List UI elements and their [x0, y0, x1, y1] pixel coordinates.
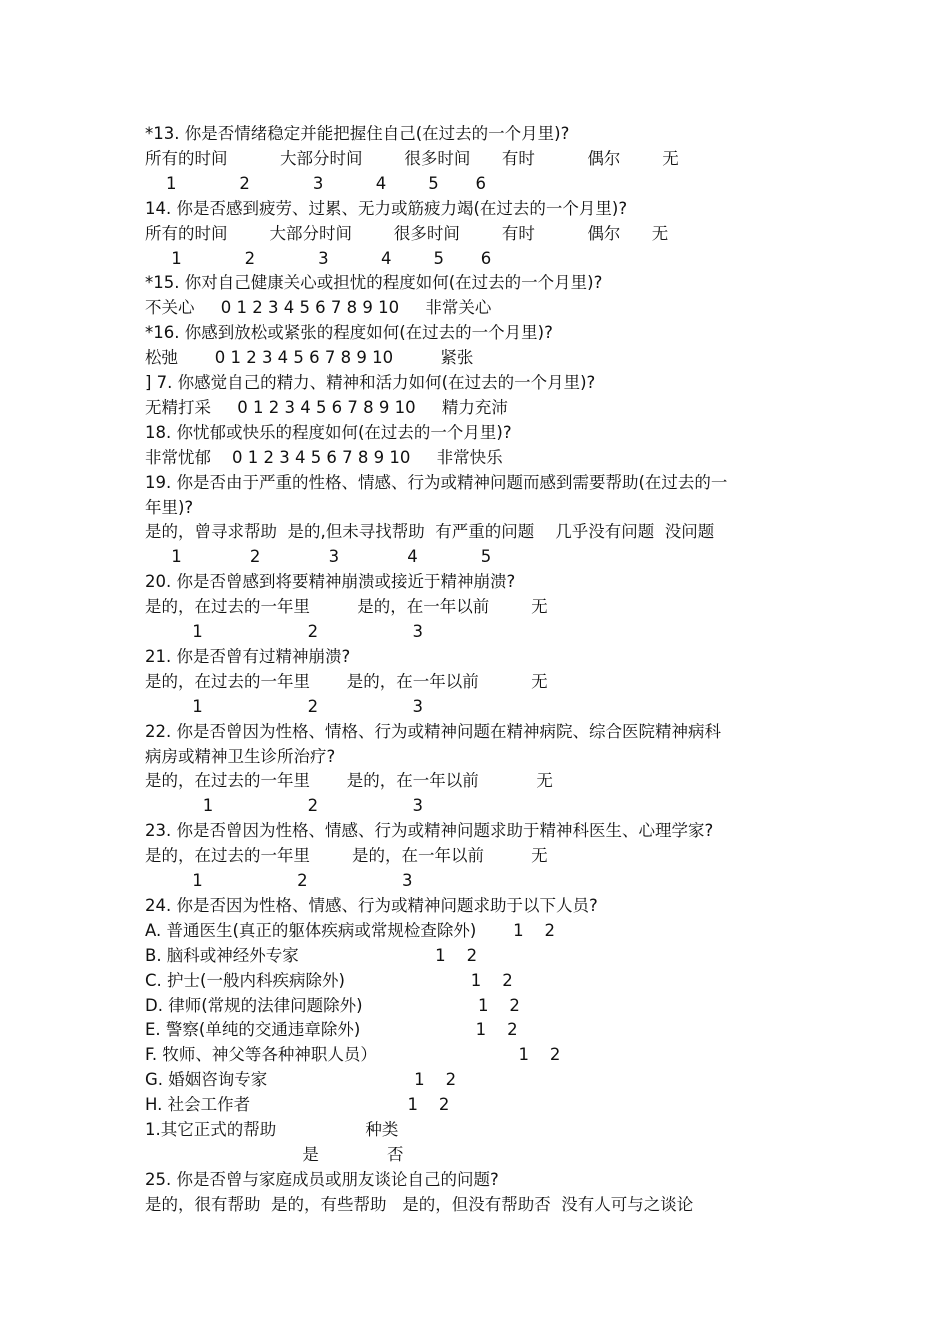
text-line: 是的，在过去的一年里 是的，在一年以前 无: [145, 597, 548, 617]
text-line: 1 2 3: [145, 622, 424, 641]
text-line: 22. 你是否曾因为性格、情格、行为或精神问题在精神病院、综合医院精神病科: [145, 721, 721, 741]
text-line: 所有的时间 大部分时间 很多时间 有时 偶尔 无: [145, 223, 669, 243]
text-line: 是的，在过去的一年里 是的，在一年以前 无: [145, 846, 548, 866]
text-line: D. 律师(常规的法律问题除外) 1 2: [145, 995, 520, 1015]
text-line: 1 2 3: [145, 796, 424, 816]
text-line: A. 普通医生(真正的躯体疾病或常规检查除外) 1 2: [145, 920, 556, 940]
text-line: 19. 你是否由于严重的性格、情感、行为或精神问题而感到需要帮助(在过去的一: [145, 472, 728, 492]
text-line: ] 7. 你感觉自己的精力、精神和活力如何(在过去的一个月里)?: [145, 373, 596, 392]
text-line: 1.其它正式的帮助 种类: [145, 1120, 399, 1139]
text-line: 18. 你忧郁或快乐的程度如何(在过去的一个月里)?: [145, 422, 512, 442]
text-line: 14. 你是否感到疲劳、过累、无力或筋疲力竭(在过去的一个月里)?: [145, 198, 628, 218]
text-line: 1 2 3 4 5: [145, 547, 492, 567]
text-line: 年里)?: [145, 497, 194, 517]
text-line: *16. 你感到放松或紧张的程度如何(在过去的一个月里)?: [145, 323, 553, 343]
text-line: 1 2 3: [145, 871, 413, 890]
text-line: 非常忧郁 0 1 2 3 4 5 6 7 8 9 10 非常快乐: [145, 447, 503, 467]
text-line: F. 牧师、神父等各种神职人员） 1 2: [145, 1045, 561, 1065]
text-line: B. 脑科或神经外专家 1 2: [145, 945, 478, 965]
text-line: C. 护士(一般内科疾病除外) 1 2: [145, 970, 513, 990]
text-line: G. 婚姻咨询专家 1 2: [145, 1070, 457, 1090]
text-line: 1 2 3 4 5 6: [145, 173, 486, 193]
text-line: 是的，在过去的一年里 是的，在一年以前 无: [145, 771, 553, 791]
text-line: E. 警察(单纯的交通违章除外) 1 2: [145, 1020, 518, 1040]
text-line: 无精打采 0 1 2 3 4 5 6 7 8 9 10 精力充沛: [145, 397, 508, 417]
text-line: 是的，很有帮助 是的，有些帮助 是的，但没有帮助否 没有人可与之谈论: [145, 1194, 694, 1214]
text-line: 25. 你是否曾与家庭成员或朋友谈论自己的问题?: [145, 1169, 499, 1189]
text-line: 21. 你是否曾有过精神崩溃?: [145, 646, 351, 666]
text-line: 是的，曾寻求帮助 是的,但未寻找帮助 有严重的问题 几乎没有问题 没问题: [145, 522, 715, 542]
text-line: H. 社会工作者 1 2: [145, 1095, 450, 1115]
text-line: 松弛 0 1 2 3 4 5 6 7 8 9 10 紧张: [145, 348, 474, 368]
text-line: 不关心 0 1 2 3 4 5 6 7 8 9 10 非常关心: [145, 298, 492, 318]
text-line: 是 否: [145, 1144, 404, 1164]
text-line: 1 2 3: [145, 696, 424, 716]
text-line: *15. 你对自己健康关心或担忧的程度如何(在过去的一个月里)?: [145, 273, 603, 293]
text-line: 23. 你是否曾因为性格、情感、行为或精神问题求助于精神科医生、心理学家?: [145, 821, 714, 841]
text-line: 1 2 3 4 5 6: [145, 248, 492, 268]
text-line: 病房或精神卫生诊所治疗?: [145, 746, 336, 766]
text-line: 是的，在过去的一年里 是的，在一年以前 无: [145, 671, 548, 691]
text-line: *13. 你是否情绪稳定并能把握住自己(在过去的一个月里)?: [145, 124, 570, 143]
text-line: 24. 你是否因为性格、情感、行为或精神问题求助于以下人员?: [145, 895, 598, 915]
text-line: 所有的时间 大部分时间 很多时间 有时 偶尔 无: [145, 148, 679, 168]
text-line: 20. 你是否曾感到将要精神崩溃或接近于精神崩溃?: [145, 572, 516, 592]
